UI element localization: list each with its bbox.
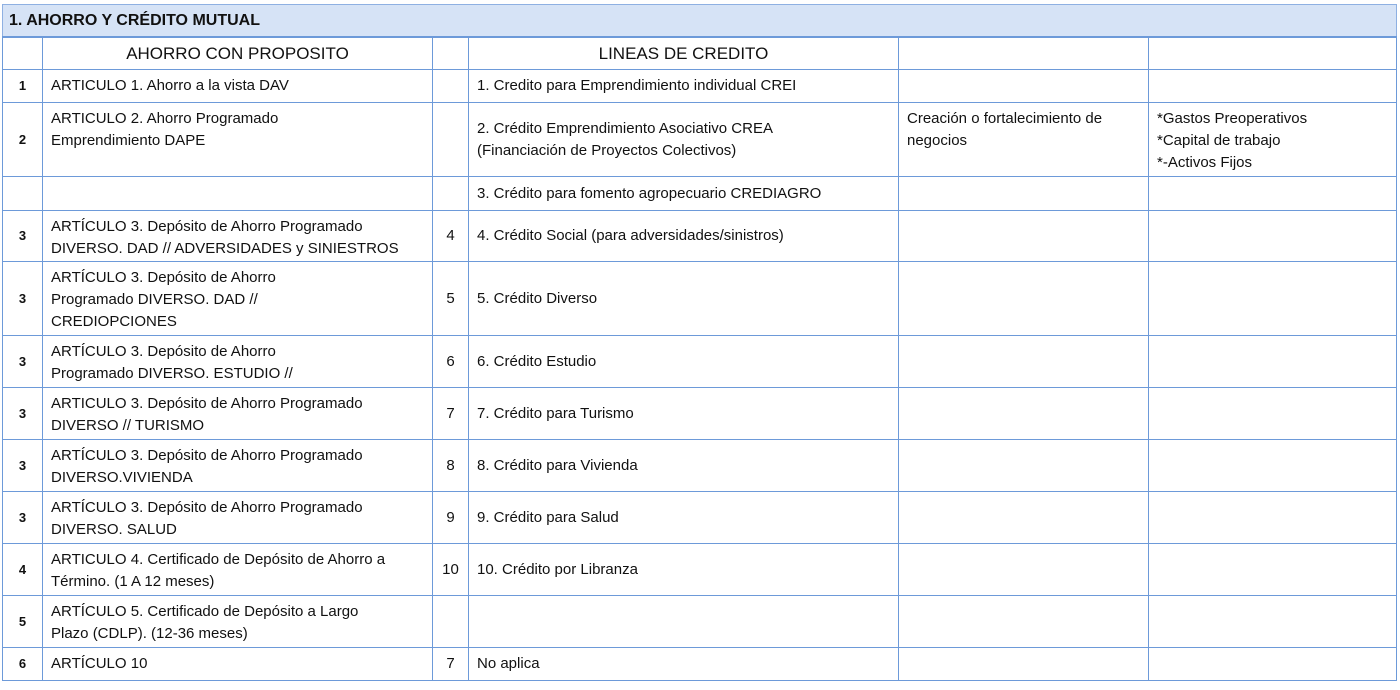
ahorro-cell: ARTÍCULO 3. Depósito de Ahorro Programado DIVERSO. ESTUDIO // (43, 336, 433, 388)
credito-cell: 3. Crédito para fomento agropecuario CREDIAGRO (469, 177, 899, 211)
credit-lines-table (2, 4, 1397, 681)
destination-cell (1149, 211, 1397, 262)
credito-cell: 4. Crédito Social (para adversidades/sinistros) (469, 211, 899, 262)
header-empty-cell (899, 37, 1149, 70)
table-title: 1. AHORRO Y CRÉDITO MUTUAL (3, 5, 1397, 38)
row-number: 3 (3, 440, 43, 492)
ahorro-cell: ARTÍCULO 3. Depósito de Ahorro Programado DIVERSO.VIVIENDA (43, 440, 433, 492)
table-row (3, 388, 1397, 440)
credit-number: 6 (433, 336, 469, 388)
destination-cell (1149, 440, 1397, 492)
credit-number (433, 596, 469, 648)
ahorro-cell: ARTICULO 2. Ahorro Programado Emprendimiento DAPE (43, 103, 433, 177)
destination-cell (1149, 262, 1397, 336)
purpose-cell (899, 544, 1149, 596)
ahorro-cell: ARTÍCULO 10 (43, 648, 433, 681)
credito-cell: No aplica (469, 648, 899, 681)
credit-number: 9 (433, 492, 469, 544)
title-row (3, 5, 1397, 38)
destination-cell (1149, 177, 1397, 211)
credito-cell: 6. Crédito Estudio (469, 336, 899, 388)
credito-cell: 9. Crédito para Salud (469, 492, 899, 544)
purpose-cell (899, 492, 1149, 544)
credit-number: 10 (433, 544, 469, 596)
ahorro-cell: ARTÍCULO 3. Depósito de Ahorro Programado DIVERSO. DAD // ADVERSIDADES y SINIESTROS (43, 211, 433, 262)
credito-cell: 10. Crédito por Libranza (469, 544, 899, 596)
destination-cell: *Gastos Preoperativos *Capital de trabajo *-Activos Fijos (1149, 103, 1397, 177)
header-empty-cell (1149, 37, 1397, 70)
credit-number (433, 70, 469, 103)
credito-cell (469, 596, 899, 648)
table-row (3, 177, 1397, 211)
credit-number: 5 (433, 262, 469, 336)
table-row (3, 103, 1397, 177)
credit-number: 8 (433, 440, 469, 492)
header-empty-cell (433, 37, 469, 70)
credito-cell: 7. Crédito para Turismo (469, 388, 899, 440)
credit-number (433, 103, 469, 177)
purpose-cell (899, 262, 1149, 336)
row-number: 3 (3, 388, 43, 440)
row-number: 3 (3, 262, 43, 336)
purpose-cell (899, 388, 1149, 440)
ahorro-cell: ARTÍCULO 3. Depósito de Ahorro Programado DIVERSO. SALUD (43, 492, 433, 544)
credit-number (433, 177, 469, 211)
destination-cell (1149, 70, 1397, 103)
ahorro-cell (43, 177, 433, 211)
destination-cell (1149, 648, 1397, 681)
header-lineas: LINEAS DE CREDITO (469, 37, 899, 70)
row-number: 1 (3, 70, 43, 103)
destination-cell (1149, 336, 1397, 388)
row-number: 3 (3, 492, 43, 544)
row-number: 2 (3, 103, 43, 177)
table-row (3, 70, 1397, 103)
ahorro-cell: ARTÍCULO 3. Depósito de Ahorro Programado DIVERSO. DAD // CREDIOPCIONES (43, 262, 433, 336)
purpose-cell (899, 70, 1149, 103)
purpose-cell: Creación o fortalecimiento de negocios (899, 103, 1149, 177)
credit-number: 7 (433, 388, 469, 440)
credito-cell: 2. Crédito Emprendimiento Asociativo CREA (Financiación de Proyectos Colectivos) (469, 103, 899, 177)
header-row (3, 37, 1397, 70)
credito-cell: 5. Crédito Diverso (469, 262, 899, 336)
header-empty-cell (3, 37, 43, 70)
row-number: 3 (3, 211, 43, 262)
purpose-cell (899, 336, 1149, 388)
row-number: 6 (3, 648, 43, 681)
destination-cell (1149, 596, 1397, 648)
row-number (3, 177, 43, 211)
table-row (3, 440, 1397, 492)
credit-number: 7 (433, 648, 469, 681)
ahorro-cell: ARTICULO 3. Depósito de Ahorro Programado DIVERSO // TURISMO (43, 388, 433, 440)
table-row (3, 596, 1397, 648)
table-row (3, 648, 1397, 681)
ahorro-cell: ARTICULO 4. Certificado de Depósito de Ahorro a Término. (1 A 12 meses) (43, 544, 433, 596)
table-row (3, 492, 1397, 544)
row-number: 3 (3, 336, 43, 388)
purpose-cell (899, 211, 1149, 262)
destination-cell (1149, 492, 1397, 544)
ahorro-cell: ARTICULO 1. Ahorro a la vista DAV (43, 70, 433, 103)
destination-cell (1149, 388, 1397, 440)
destination-cell (1149, 544, 1397, 596)
table-row (3, 336, 1397, 388)
header-ahorro: AHORRO CON PROPOSITO (43, 37, 433, 70)
table-row (3, 544, 1397, 596)
purpose-cell (899, 648, 1149, 681)
purpose-cell (899, 440, 1149, 492)
purpose-cell (899, 596, 1149, 648)
row-number: 4 (3, 544, 43, 596)
purpose-cell (899, 177, 1149, 211)
table-row (3, 262, 1397, 336)
ahorro-cell: ARTÍCULO 5. Certificado de Depósito a Largo Plazo (CDLP). (12-36 meses) (43, 596, 433, 648)
credit-number: 4 (433, 211, 469, 262)
table-row (3, 211, 1397, 262)
credito-cell: 8. Crédito para Vivienda (469, 440, 899, 492)
row-number: 5 (3, 596, 43, 648)
credito-cell: 1. Credito para Emprendimiento individual CREI (469, 70, 899, 103)
